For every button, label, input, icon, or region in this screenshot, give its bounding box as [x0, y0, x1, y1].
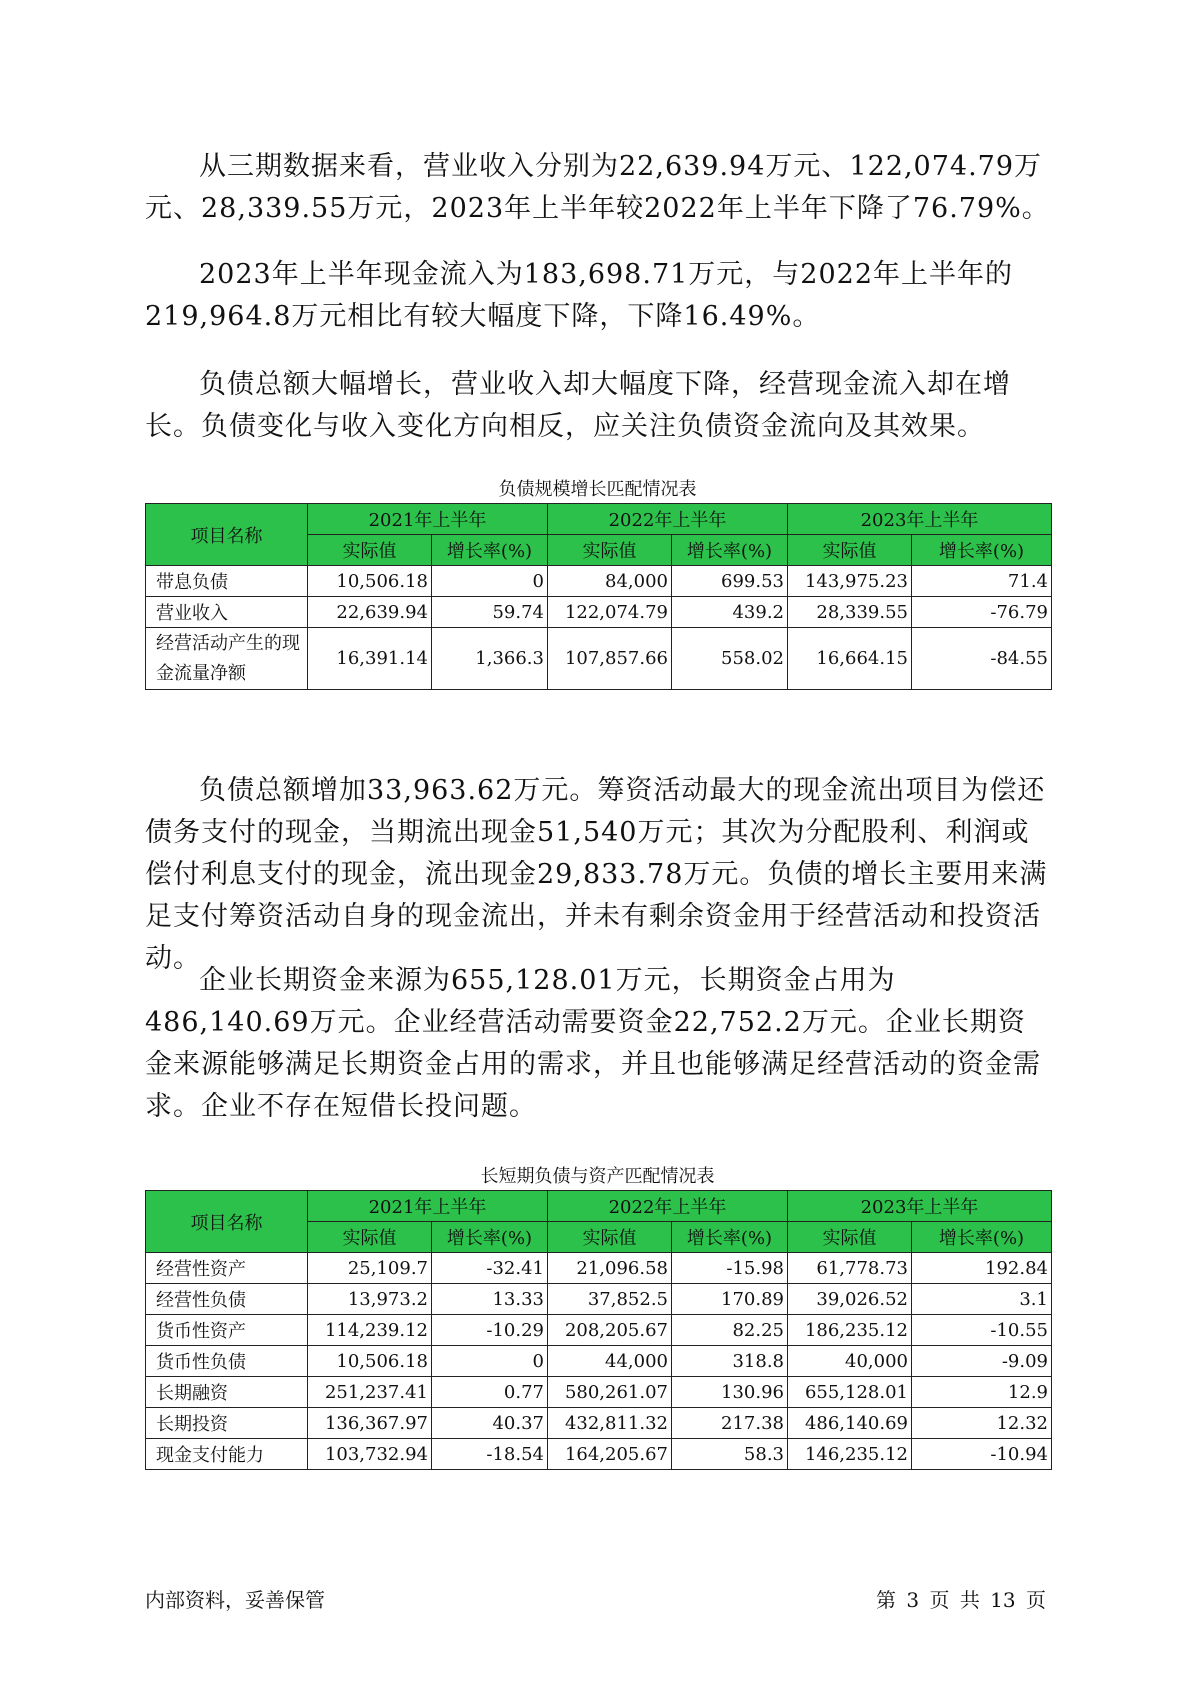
cell-value: 84,000 [548, 566, 672, 597]
row-label: 长期投资 [146, 1408, 308, 1439]
cell-value: 318.8 [672, 1346, 788, 1377]
cell-value: 13,973.2 [308, 1284, 432, 1315]
cell-value: 143,975.23 [788, 566, 912, 597]
cell-value: 164,205.67 [548, 1439, 672, 1470]
actual-value-header: 实际值 [548, 535, 672, 566]
growth-rate-header: 增长率(%) [912, 1222, 1052, 1253]
table-row [146, 1408, 1052, 1439]
growth-rate-header: 增长率(%) [432, 535, 548, 566]
period-header: 2021年上半年 [308, 1191, 548, 1222]
cell-value: -10.29 [432, 1315, 548, 1346]
item-name-header: 项目名称 [146, 1191, 308, 1253]
cell-value: 655,128.01 [788, 1377, 912, 1408]
growth-rate-header: 增长率(%) [912, 535, 1052, 566]
row-label: 货币性资产 [146, 1315, 308, 1346]
cell-value: -84.55 [912, 628, 1052, 690]
actual-value-header: 实际值 [308, 1222, 432, 1253]
cell-value: 12.9 [912, 1377, 1052, 1408]
footer-confidential-note: 内部资料，妥善保管 [145, 1588, 325, 1612]
table-row [146, 1284, 1052, 1315]
table1-caption: 负债规模增长匹配情况表 [498, 479, 697, 500]
cell-value: 0 [432, 1346, 548, 1377]
table-row [146, 597, 1052, 628]
row-label: 现金支付能力 [146, 1439, 308, 1470]
item-name-header: 项目名称 [146, 504, 308, 566]
period-header: 2023年上半年 [788, 504, 1052, 535]
cell-value: 16,664.15 [788, 628, 912, 690]
table-row [146, 1253, 1052, 1284]
cell-value: -76.79 [912, 597, 1052, 628]
cell-value: 217.38 [672, 1408, 788, 1439]
growth-rate-header: 增长率(%) [672, 1222, 788, 1253]
cell-value: 146,235.12 [788, 1439, 912, 1470]
cell-value: 439.2 [672, 597, 788, 628]
cell-value: 208,205.67 [548, 1315, 672, 1346]
cell-value: 114,239.12 [308, 1315, 432, 1346]
actual-value-header: 实际值 [788, 535, 912, 566]
cell-value: 192.84 [912, 1253, 1052, 1284]
growth-rate-header: 增长率(%) [432, 1222, 548, 1253]
table-row [146, 1439, 1052, 1470]
period-header: 2022年上半年 [548, 1191, 788, 1222]
cell-value: 40.37 [432, 1408, 548, 1439]
cell-value: 44,000 [548, 1346, 672, 1377]
cell-value: 61,778.73 [788, 1253, 912, 1284]
cell-value: 22,639.94 [308, 597, 432, 628]
table-row [146, 1377, 1052, 1408]
actual-value-header: 实际值 [788, 1222, 912, 1253]
paragraph-long-term-funds: 企业长期资金来源为655,128.01万元，长期资金占用为486,140.69万元。企业经营活动需要资金22,752.2万元。企业长期资金来源能够满足长期资金占用的需求，并且也能够满足经营活动的资金需求。企业不存在短借长投问题。 [145, 965, 1041, 1122]
cell-value: 82.25 [672, 1315, 788, 1346]
cell-value: -18.54 [432, 1439, 548, 1470]
table-row [146, 628, 1052, 690]
cell-value: -10.55 [912, 1315, 1052, 1346]
cell-value: 59.74 [432, 597, 548, 628]
table2-caption: 长短期负债与资产匹配情况表 [480, 1166, 715, 1187]
period-header: 2022年上半年 [548, 504, 788, 535]
cell-value: 432,811.32 [548, 1408, 672, 1439]
cell-value: 37,852.5 [548, 1284, 672, 1315]
paragraph-cash-inflow: 2023年上半年现金流入为183,698.71万元，与2022年上半年的219,964.8万元相比有较大幅度下降，下降16.49%。 [145, 259, 1014, 332]
cell-value: 28,339.55 [788, 597, 912, 628]
cell-value: 107,857.66 [548, 628, 672, 690]
row-label: 经营性资产 [146, 1253, 308, 1284]
table-row [146, 1346, 1052, 1377]
cell-value: 580,261.07 [548, 1377, 672, 1408]
cell-value: -32.41 [432, 1253, 548, 1284]
row-label: 营业收入 [146, 597, 308, 628]
cell-value: 13.33 [432, 1284, 548, 1315]
cell-value: 136,367.97 [308, 1408, 432, 1439]
cell-value: 251,237.41 [308, 1377, 432, 1408]
cell-value: 103,732.94 [308, 1439, 432, 1470]
row-label: 货币性负债 [146, 1346, 308, 1377]
footer-page-number: 第 3 页 共 13 页 [876, 1588, 1046, 1612]
debt-growth-table [145, 503, 1052, 690]
cell-value: 186,235.12 [788, 1315, 912, 1346]
growth-rate-header: 增长率(%) [672, 535, 788, 566]
table-row [146, 1315, 1052, 1346]
cell-value: -9.09 [912, 1346, 1052, 1377]
cell-value: 10,506.18 [308, 566, 432, 597]
cell-value: 39,026.52 [788, 1284, 912, 1315]
cell-value: 16,391.14 [308, 628, 432, 690]
cell-value: -10.94 [912, 1439, 1052, 1470]
cell-value: 170.89 [672, 1284, 788, 1315]
cell-value: 1,366.3 [432, 628, 548, 690]
row-label: 带息负债 [146, 566, 308, 597]
table-row [146, 566, 1052, 597]
paragraph-debt-increase: 负债总额增加33,963.62万元。筹资活动最大的现金流出项目为偿还债务支付的现金，当期流出现金51,540万元；其次为分配股利、利润或偿付利息支付的现金，流出现金29,833.78万元。负债的增长主要用来满足支付筹资活动自身的现金流出，并未有剩余资金用于经营活动和投资活动。 [145, 775, 1048, 974]
period-header: 2023年上半年 [788, 1191, 1052, 1222]
cell-value: 699.53 [672, 566, 788, 597]
actual-value-header: 实际值 [308, 535, 432, 566]
paragraph-revenue: 从三期数据来看，营业收入分别为22,639.94万元、122,074.79万元、28,339.55万元，2023年上半年较2022年上半年下降了76.79%。 [145, 151, 1050, 224]
cell-value: 130.96 [672, 1377, 788, 1408]
row-label: 长期融资 [146, 1377, 308, 1408]
cell-value: 40,000 [788, 1346, 912, 1377]
cell-value: 558.02 [672, 628, 788, 690]
cell-value: 71.4 [912, 566, 1052, 597]
cell-value: 12.32 [912, 1408, 1052, 1439]
cell-value: 0.77 [432, 1377, 548, 1408]
cell-value: 486,140.69 [788, 1408, 912, 1439]
cell-value: 58.3 [672, 1439, 788, 1470]
period-header: 2021年上半年 [308, 504, 548, 535]
paragraph-debt-change: 负债总额大幅增长，营业收入却大幅度下降，经营现金流入却在增长。负债变化与收入变化方向相反，应关注负债资金流向及其效果。 [145, 369, 1011, 442]
cell-value: 3.1 [912, 1284, 1052, 1315]
cell-value: -15.98 [672, 1253, 788, 1284]
debt-asset-match-table [145, 1190, 1052, 1470]
row-label: 经营性负债 [146, 1284, 308, 1315]
cell-value: 21,096.58 [548, 1253, 672, 1284]
cell-value: 0 [432, 566, 548, 597]
cell-value: 122,074.79 [548, 597, 672, 628]
cell-value: 10,506.18 [308, 1346, 432, 1377]
row-label: 经营活动产生的现金流量净额 [146, 628, 308, 690]
cell-value: 25,109.7 [308, 1253, 432, 1284]
actual-value-header: 实际值 [548, 1222, 672, 1253]
